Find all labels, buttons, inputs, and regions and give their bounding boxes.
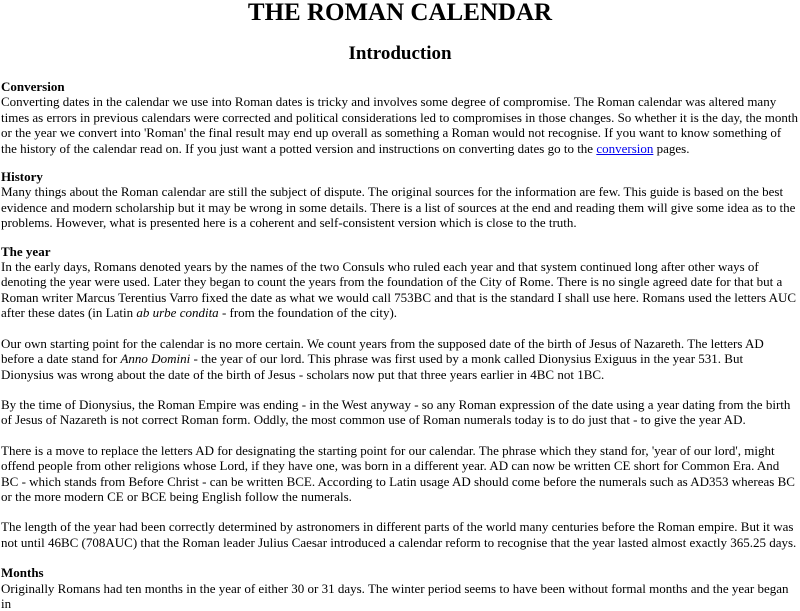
paragraph: There is a move to replace the letters AD for designating the starting point for our calendar. The phrase which they stand for, 'year of our lord', might offend people from other religions whose Lord, if they have one, was born in a different year. AD can now be written CE short for Common Era. And BC - which stands from Before Christ - can be written BCE. According to Latin usage AD should come before the numerals such as AD353 whereas BC or the more modern CE or BCE being English follow the numerals.: [1, 442, 795, 504]
paragraph-text: Our own starting point for the calendar is no more certain. We count years from the supposed date of the birth of Jesus of Nazareth. The letters AD before a date stand for: [1, 335, 764, 367]
paragraph-text: Converting dates in the calendar we use into Roman dates is tricky and involves some degree of compromise. The Roman calendar was altered many times as errors in previous calendars were corrected and political considerations led to compromises in those changes. So whether it is the day, the month or the year we convert into 'Roman' the final result may end up overall as something a Roman would not recognise. If you want to know something of the history of the calendar read on. If you just want a potted version and instructions on converting dates go to the: [1, 94, 798, 156]
paragraph: Many things about the Roman calendar are still the subject of dispute. The original sources for the information are few. This guide is based on the best evidence and modern scholarship but it may be wrong in some details. There is a list of sources at the end and reading them will give some idea as to the problems. However, what is presented here is a coherent and self-consistent version which is close to the truth.: [1, 184, 796, 231]
italic-term: Anno Domini: [120, 351, 191, 367]
paragraph: By the time of Dionysius, the Roman Empire was ending - in the West anyway - so any Roman expression of the date using a year dating from the birth of Jesus of Nazareth is not correct Roman form. Oddly, the most common use of Roman numerals today is to do just that - to give the year AD.: [1, 396, 791, 428]
paragraph-text: - the year of our lord. This phrase was first used by a monk called Dionysius Exiguus in the year 531. But Dionysius was wrong about the date of the birth of Jesus - scholars now put that three years earlier in 4BC not 1BC.: [1, 351, 744, 382]
paragraph: The length of the year had been correctly determined by astronomers in different parts of the world many centuries before the Roman empire. But it was not until 46BC (708AUC) that the Roman leader Julius Caesar introduced a calendar reform to recognise that the year lasted almost exactly 365.25 days.: [1, 519, 797, 550]
paragraph-text: - from the foundation of the city).: [218, 305, 398, 321]
section-heading: Months: [1, 565, 44, 581]
page-subtitle: Introduction: [348, 43, 452, 64]
section-heading: Conversion: [1, 79, 65, 94]
section-year: [1, 244, 799, 551]
section-conversion: [1, 79, 799, 156]
paragraph: [1, 336, 799, 382]
page-title: THE ROMAN CALENDAR: [247, 0, 553, 26]
paragraph: [1, 259, 799, 321]
paragraph: Originally Romans had ten months in the year of either 30 or 31 days. The winter period seems to have been without formal months and the year began in: [1, 580, 789, 611]
paragraph-text: pages.: [653, 140, 690, 156]
section-months: [1, 565, 799, 611]
paragraph: [1, 94, 799, 156]
paragraph-text: In the early days, Romans denoted years by the names of the two Consuls who ruled each year and that system continued long after other ways of denoting the year were used. Later they began to count the years from the foundation of the City of Rome. There is no single agreed date for that but a Roman writer Marcus Terentius Varro fixed the date as what we would call 753BC and that is the standard I shall use here. Romans used the letters AUC after these dates (in Latin: [1, 259, 797, 321]
section-heading: History: [1, 169, 43, 185]
section-heading: The year: [1, 243, 51, 259]
section-history: [1, 169, 799, 231]
conversion-link[interactable]: conversion: [596, 140, 654, 156]
italic-term: ab urbe condita: [136, 305, 219, 321]
